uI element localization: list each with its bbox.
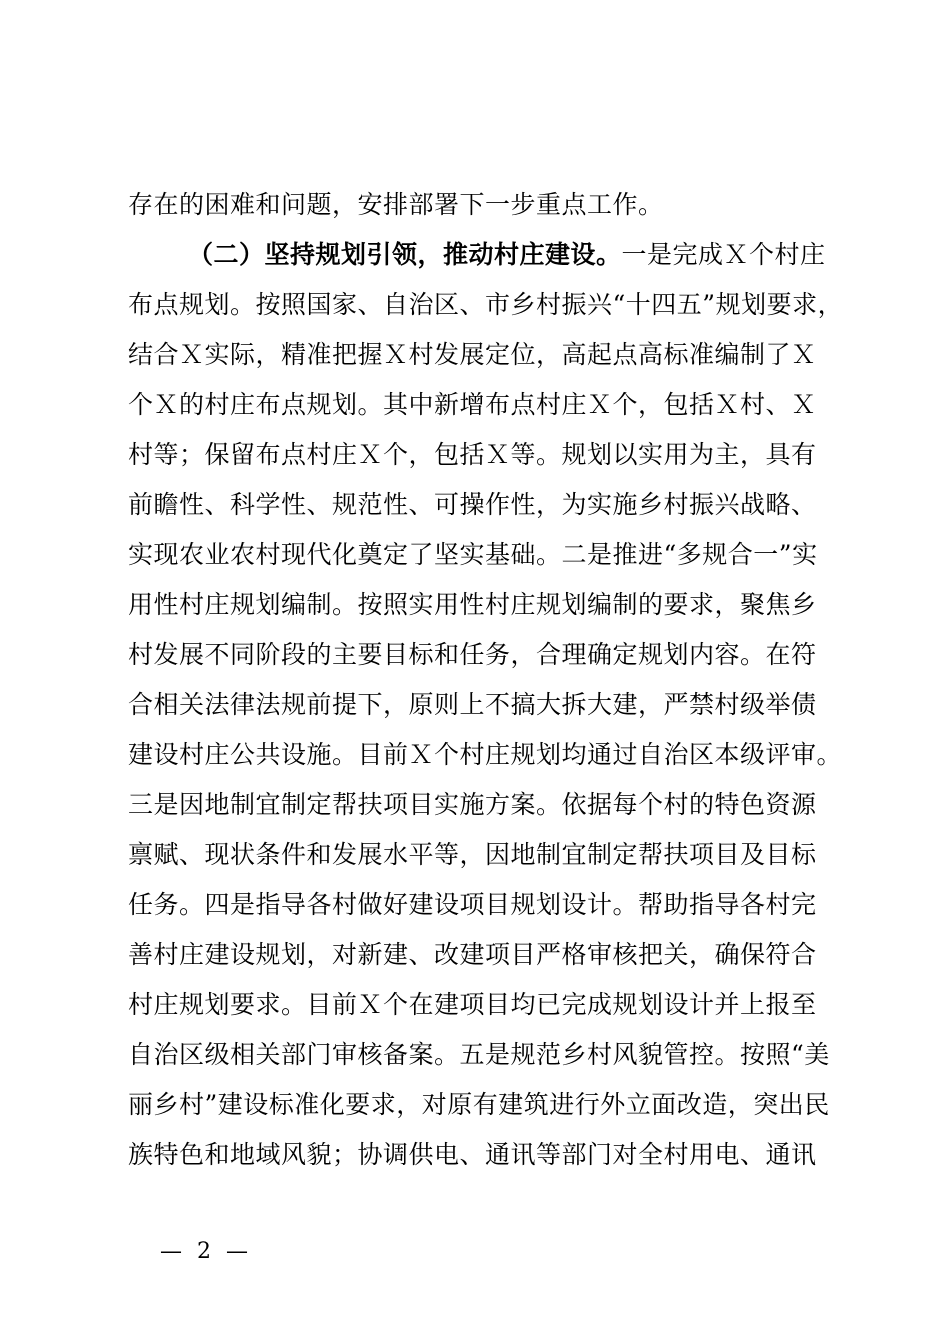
paragraph-line-17: 村庄规划要求。目前Ｘ个在建项目均已完成规划设计并上报至	[128, 990, 817, 1019]
paragraph-line-7: 前瞻性、科学性、规范性、可操作性，为实施乡村振兴战略、	[128, 490, 817, 519]
section-heading: （二）坚持规划引领，推动村庄建设。	[188, 240, 622, 269]
paragraph-line-8: 实现农业农村现代化奠定了坚实基础。二是推进“多规合一”实	[128, 540, 818, 569]
paragraph-line-15: 任务。四是指导各村做好建设项目规划设计。帮助指导各村完	[128, 890, 817, 919]
paragraph-line-18: 自治区级相关部门审核备案。五是规范乡村风貌管控。按照“美	[128, 1040, 830, 1069]
paragraph-line-1: 存在的困难和问题，安排部署下一步重点工作。	[128, 190, 664, 219]
paragraph-line-9: 用性村庄规划编制。按照实用性村庄规划编制的要求，聚焦乡	[128, 590, 817, 619]
paragraph-line-16: 善村庄建设规划，对新建、改建项目严格审核把关，确保符合	[128, 940, 817, 969]
paragraph-line-3: 布点规划。按照国家、自治区、市乡村振兴“十四五”规划要求，	[128, 290, 844, 319]
paragraph-line-10: 村发展不同阶段的主要目标和任务，合理确定规划内容。在符	[128, 640, 817, 669]
paragraph-line-2: 一是完成Ｘ个村庄	[621, 240, 826, 269]
paragraph-line-14: 禀赋、现状条件和发展水平等，因地制宜制定帮扶项目及目标	[128, 840, 817, 869]
paragraph-line-12: 建设村庄公共设施。目前Ｘ个村庄规划均通过自治区本级评审。	[128, 740, 843, 769]
paragraph-line-11: 合相关法律法规前提下，原则上不搞大拆大建，严禁村级举债	[128, 690, 817, 719]
paragraph-line-4: 结合Ｘ实际，精准把握Ｘ村发展定位，高起点高标准编制了Ｘ	[128, 340, 817, 369]
page-number: — 2 —	[160, 1239, 252, 1264]
paragraph-line-6: 村等；保留布点村庄Ｘ个，包括Ｘ等。规划以实用为主，具有	[128, 440, 817, 469]
paragraph-line-5: 个Ｘ的村庄布点规划。其中新增布点村庄Ｘ个，包括Ｘ村、Ｘ	[128, 390, 817, 419]
paragraph-line-13: 三是因地制宜制定帮扶项目实施方案。依据每个村的特色资源	[128, 790, 817, 819]
section-heading-line	[188, 240, 826, 270]
paragraph-line-20: 族特色和地域风貌；协调供电、通讯等部门对全村用电、通讯	[128, 1140, 817, 1169]
paragraph-line-19: 丽乡村”建设标准化要求，对原有建筑进行外立面改造，突出民	[128, 1090, 830, 1119]
